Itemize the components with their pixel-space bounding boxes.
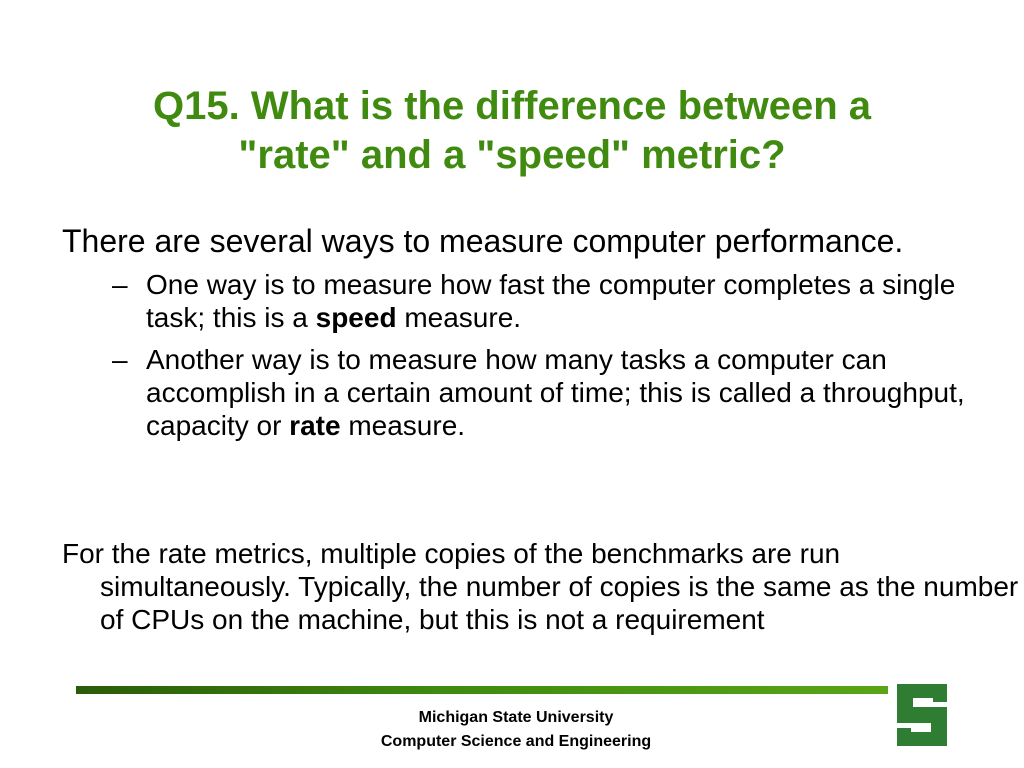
footer-department: Computer Science and Engineering <box>380 733 652 750</box>
footer-divider-bar <box>76 686 888 694</box>
title-line-2: "rate" and a "speed" metric? <box>238 133 786 177</box>
title-line-1: Q15. What is the difference between a <box>153 84 871 128</box>
keyword-rate: rate <box>289 410 341 441</box>
bullet-text-end: measure. <box>340 410 466 441</box>
bullet-text: One way is to measure how fast the computer completes a single task; this is a <box>146 269 956 333</box>
spartan-s-logo-icon <box>893 680 951 750</box>
dash-marker: – <box>112 269 128 300</box>
slide-body <box>62 222 967 451</box>
footer-university: Michigan State University <box>418 709 614 726</box>
intro-text: There are several ways to measure computer performance. <box>62 223 904 259</box>
sub-bullet-rate <box>62 343 967 442</box>
rate-metrics-paragraph: For the rate metrics, multiple copies of the benchmarks are run simultaneously. Typically, the number of copies is the same as the number of CPUs on the machine, but this is not a requirement <box>62 538 1019 635</box>
dash-marker: – <box>112 344 128 375</box>
footer-text <box>330 706 702 754</box>
sub-bullet-list <box>62 268 967 442</box>
bullet-text: Another way is to measure how many tasks a computer can accomplish in a certain amount of time; this is called a throughput, capacity or <box>146 344 965 441</box>
bullet-text-end: measure. <box>396 302 522 333</box>
sub-bullet-speed <box>62 268 967 334</box>
slide-title <box>60 82 964 180</box>
keyword-speed: speed <box>315 302 397 333</box>
